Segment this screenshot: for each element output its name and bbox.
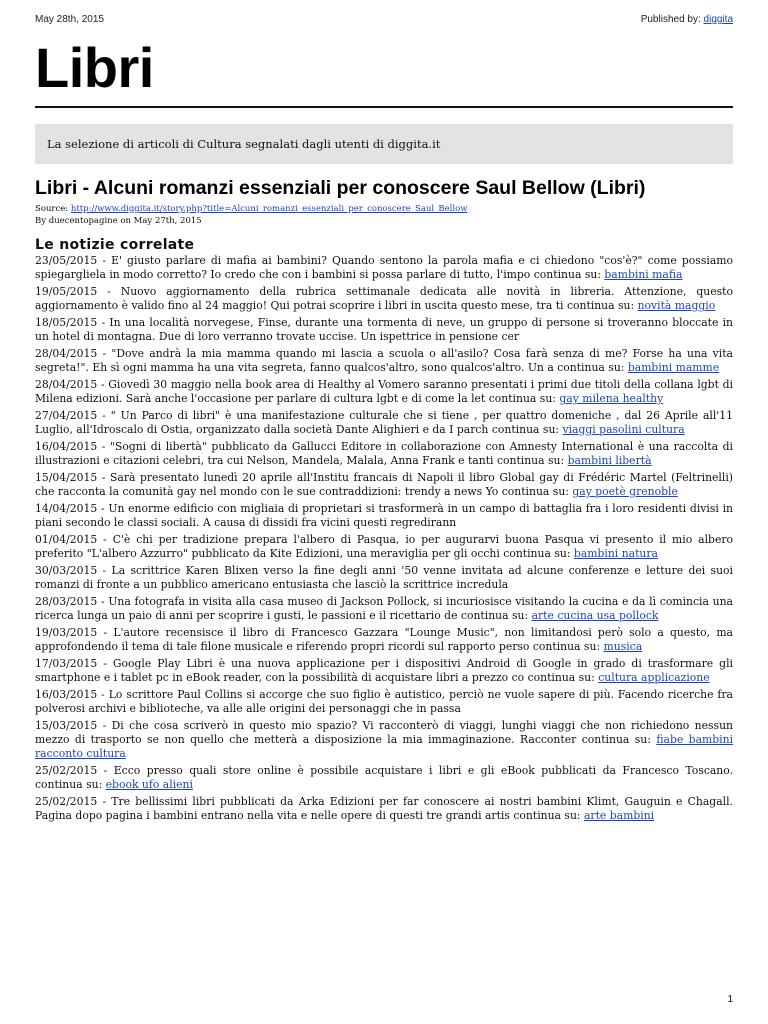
published-by-label: Published by: — [640, 14, 701, 25]
news-item-text: 23/05/2015 - E' giusto parlare di mafia ai bambini? Quando sentono la parola mafia e ci chiedono "cos'è?" come possiamo spiegargliela in modo corretto? Io credo che con i bambini si possa parlare di tutto, l'impo — [35, 254, 733, 281]
page-number: 1 — [727, 994, 733, 1005]
tag-link[interactable]: novità maggio — [637, 299, 716, 312]
related-heading: Le notizie correlate — [35, 237, 195, 253]
tag-link[interactable]: gay poetè grenoble — [572, 485, 678, 498]
publisher-link[interactable]: diggita — [703, 14, 733, 25]
news-item — [35, 471, 733, 499]
news-item-text: 18/05/2015 - In una località norvegese, Finse, durante una tormenta di neve, un gruppo di persone si troveranno bloccate in un hotel di montagna. Due di loro verranno trovate uccise. Un ispettrice in pensione cer — [35, 316, 733, 343]
news-item-text: 25/02/2015 - Ecco presso quali store online è possibile acquistare i libri e gli eBook pubblicati da Francesco Toscano. — [35, 764, 733, 777]
intro-banner: La selezione di articoli di Cultura segnalati dagli utenti di diggita.it — [35, 124, 733, 164]
news-item-text: 17/03/2015 - Google Play Libri è una nuova applicazione per i dispositivi Android di Google in grado di trasformare gli smartphone e i tablet pc in eBook reader, con la possibilità di acquistare libri a prezzo co — [35, 657, 733, 684]
continue-label: continua su: — [532, 640, 601, 653]
news-item — [35, 795, 733, 823]
news-item — [35, 533, 733, 561]
tag-link[interactable]: ebook ufo alieni — [105, 778, 193, 791]
tag-link[interactable]: arte cucina usa pollock — [531, 609, 659, 622]
news-item-text: 01/04/2015 - C'è chi per tradizione prepara l'albero di Pasqua, io per augurarvi buona Pasqua vi presento il mio albero preferito "L'albero Azzurro" pubblicato da Kite Edizioni, una meraviglia per gli occhi — [35, 533, 733, 560]
tag-link[interactable]: cultura applicazione — [598, 671, 710, 684]
news-item — [35, 764, 733, 792]
continue-label: continua su: — [460, 609, 529, 622]
top-bar — [35, 14, 733, 28]
continue-label: continua su: — [581, 733, 651, 746]
news-item — [35, 254, 733, 282]
tag-link[interactable]: gay milena healthy — [559, 392, 664, 405]
tag-link[interactable]: fiabe bambini racconto cultura — [35, 733, 734, 760]
continue-label: continua su: — [501, 485, 569, 498]
published-by — [641, 14, 733, 25]
news-item-text: 28/03/2015 - Una fotografa in visita alla casa museo di Jackson Pollock, si incuriosisce visitando la cucina e da lì comincia una ricerca lunga un paio di anni per scoprire i gusti, le passioni e il ricettario de — [35, 595, 733, 622]
news-item — [35, 688, 733, 716]
news-item-text: 27/04/2015 - " Un Parco di libri" è una manifestazione culturale che si tiene , per quattro domeniche , dal 26 Aprile all'11 Luglio, all'Idroscalo di Ostia, organizzato dalla società Dante Alighieri e da I parch — [35, 409, 733, 436]
news-item-text: 19/03/2015 - L'autore recensisce il libro di Francesco Gazzara "Lounge Music", non limitandosi però solo a questo, ma approfondendo il tema di tale filone musicale e riferendo propri ricordi sul rapporto perso — [35, 626, 733, 653]
article-source — [35, 203, 733, 215]
continue-label: continua su: — [491, 423, 560, 436]
continue-label: continua su: — [533, 268, 601, 281]
news-item-text: 25/02/2015 - Tre bellissimi libri pubblicati da Arka Edizioni per far conoscere ai nostri bambini Klimt, Gauguin e Chagall. Pagina dopo pagina i bambini entrano nella vita e nelle opere di questi tre grandi artis — [35, 795, 733, 822]
continue-label: continua su: — [503, 547, 571, 560]
continue-label: continua su: — [566, 299, 635, 312]
tag-link[interactable]: musica — [603, 640, 643, 653]
article-title: Libri - Alcuni romanzi essenziali per conoscere Saul Bellow (Libri) — [35, 177, 646, 199]
news-item-text: 19/05/2015 - Nuovo aggiornamento della rubrica settimanale dedicata alle novità in libreria. Attenzione, questo aggiornamento è valido fino al 24 maggio! Qui potrai scoprire i libri in uscita questo mese, tra ti — [35, 285, 733, 312]
source-label: Source: — [35, 204, 69, 214]
related-news-list — [35, 254, 733, 823]
news-item-text: 28/04/2015 - "Dove andrà la mia mamma quando mi lascia a scuola o all'asilo? Cosa farà senza di me? Forse ha una vita segreta!". Eh sì ogni mamma ha una vita segreta, fanno qualcos'altro, sono qualcos'altro. Un a — [35, 347, 733, 374]
continue-label: continua su: — [488, 392, 556, 405]
tag-link[interactable]: arte bambini — [584, 809, 655, 822]
news-item-text: 30/03/2015 - La scrittrice Karen Blixen verso la fine degli anni '50 venne invitata ad alcune conferenze e letture dei suoi romanzi di fronte a un pubblico americano entusiasta che lasciò la scrittrice incredula — [35, 564, 733, 591]
news-item — [35, 285, 733, 313]
article-byline: By duecentopagine on May 27th, 2015 — [35, 216, 202, 226]
continue-label: continua su: — [496, 454, 565, 467]
news-item — [35, 595, 733, 623]
tag-link[interactable]: bambini mamme — [627, 361, 720, 374]
continue-label: continua su: — [513, 809, 581, 822]
continue-label: continua su: — [35, 778, 103, 791]
news-item-text: 28/04/2015 - Giovedì 30 maggio nella book area di Healthy al Vomero saranno presentati i primi due titoli della collana lgbt di Milena edizioni. Sarà anche l'occasione per parlare di cultura lgbt e di come la let — [35, 378, 733, 405]
news-item-text: 15/04/2015 - Sarà presentato lunedì 20 aprile all'Institu francais di Napoli il libro Global gay di Frédéric Martel (Feltrinelli) che racconta la comunità gay nel mondo con le sue contraddizioni: trendy a news Yo — [35, 471, 733, 498]
news-item — [35, 502, 733, 530]
continue-label: continua su: — [557, 361, 625, 374]
news-item — [35, 409, 733, 437]
news-item-text: 14/04/2015 - Un enorme edificio con migliaia di proprietari si trasformerà in un campo di battaglia fra i loro residenti divisi in piani secondo le classi sociali. A causa di dissidi fra vicini questi regredirann — [35, 502, 733, 529]
news-item — [35, 626, 733, 654]
news-item — [35, 657, 733, 685]
publication-date: May 28th, 2015 — [35, 14, 104, 25]
news-item — [35, 316, 733, 344]
news-item-text: 15/03/2015 - Di che cosa scriverò in questo mio spazio? Vi racconterò di viaggi, lunghi viaggi che non richiedono nessun mezzo di trasporto se non quello che metterà a disposizione la mia immaginazione. Racconter — [35, 719, 733, 746]
news-item — [35, 378, 733, 406]
tag-link[interactable]: bambini mafia — [604, 268, 683, 281]
news-item — [35, 564, 733, 592]
article-content — [35, 176, 733, 826]
masthead-divider — [35, 106, 733, 108]
news-item-text: 16/03/2015 - Lo scrittore Paul Collins si accorge che suo figlio è autistico, perciò ne vuole sapere di più. Facendo ricerche fra polverosi archivi e biblioteche, va alle alle origini dei personaggi che in passa — [35, 688, 733, 715]
news-item-text: 16/04/2015 - "Sogni di libertà" pubblicato da Gallucci Editore in collaborazione con Amnesty International è una raccolta di illustrazioni e citazioni celebri, tra cui Nelson, Mandela, Malala, Anna Frank e tanti — [35, 440, 733, 467]
news-item — [35, 719, 733, 761]
news-item — [35, 440, 733, 468]
tag-link[interactable]: bambini natura — [573, 547, 658, 560]
continue-label: continua su: — [527, 671, 595, 684]
news-item — [35, 347, 733, 375]
source-link[interactable]: http://www.diggita.it/story.php?title=Alcuni_romanzi_essenziali_per_conoscere_Saul_Bellow — [70, 204, 468, 214]
masthead-title: Libri — [35, 36, 154, 99]
tag-link[interactable]: bambini libertà — [567, 454, 652, 467]
tag-link[interactable]: viaggi pasolini cultura — [562, 423, 685, 436]
